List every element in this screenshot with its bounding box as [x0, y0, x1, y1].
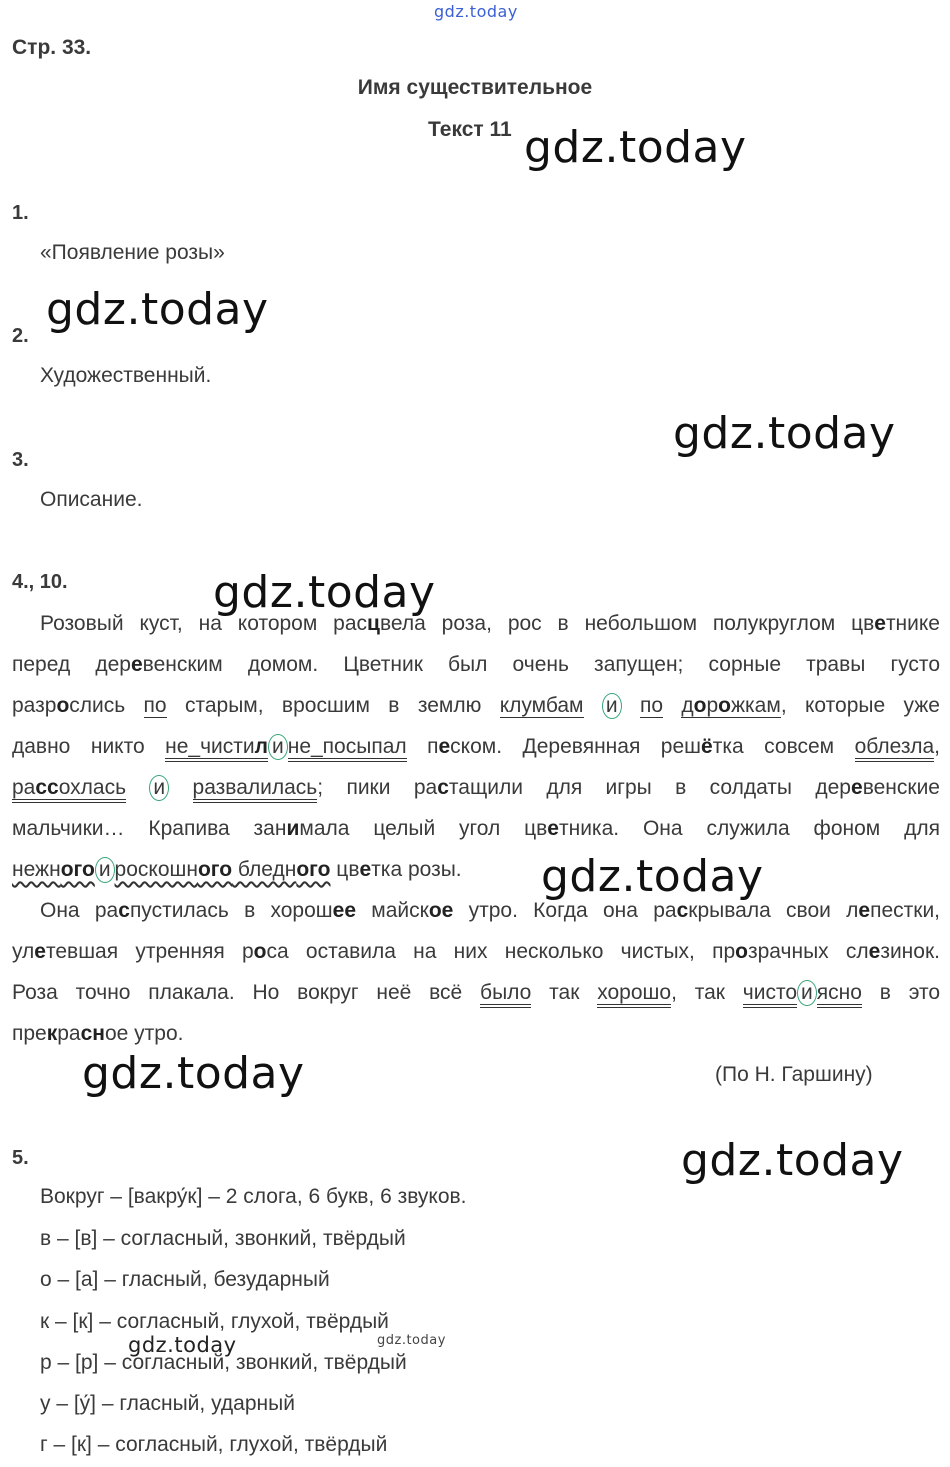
text-passage	[12, 603, 940, 1054]
phonetic-intro: Вокруг – [вакру́к] – 2 слога, 6 букв, 6 звуков.	[40, 1185, 467, 1208]
text-line: давно никто не_чистил и не_посыпал песком. Деревянная решётка совсем облезла,	[12, 726, 940, 767]
text-line: перед деревенским домом. Цветник был очень запущен; сорные травы густо	[12, 653, 940, 676]
watermark-top: gdz.today	[434, 2, 518, 21]
phonetic-row: в – [в] – согласный, звонкий, твёрдый	[40, 1227, 406, 1250]
text-line: рассохлась и развалилась; пики растащили для игры в солдаты деревенские	[12, 767, 940, 808]
conjunction-circle: и	[149, 775, 169, 801]
phonetic-row: к – [к] – согласный, глухой, твёрдый	[40, 1310, 389, 1333]
task-number: 5.	[12, 1147, 29, 1169]
conjunction-circle: и	[602, 693, 622, 719]
conjunction-circle: и	[797, 980, 817, 1006]
watermark: gdz.today	[541, 851, 764, 902]
watermark: gdz.today	[82, 1048, 305, 1099]
conjunction-circle: и	[268, 734, 288, 760]
page-reference: Стр. 33.	[12, 36, 92, 59]
text-number: Текст 11	[428, 118, 512, 141]
phonetic-row: у – [у́] – гласный, ударный	[40, 1392, 295, 1415]
watermark-small: gdz.today	[128, 1333, 237, 1357]
watermark-tiny: gdz.today	[377, 1333, 446, 1348]
text-line: улетевшая утренняя роса оставила на них несколько чистых, прозрачных слезинок.	[12, 940, 940, 963]
phonetic-row: г – [к] – согласный, глухой, твёрдый	[40, 1433, 388, 1456]
text-author: (По Н. Гаршину)	[715, 1063, 873, 1086]
phonetic-row: о – [а] – гласный, безударный	[40, 1268, 330, 1291]
task-number: 1.	[12, 202, 29, 224]
text-line: Она распустилась в хорошее майское утро. Когда она раскрывала свои лепестки,	[40, 899, 941, 922]
text-line: Розовый куст, на котором расцвела роза, рос в небольшом полукруглом цветнике	[40, 612, 940, 635]
page-title: Имя существительное	[357, 76, 593, 99]
watermark: gdz.today	[681, 1135, 904, 1186]
watermark: gdz.today	[213, 567, 436, 618]
text-line: прекрасное утро.	[12, 1022, 184, 1045]
task-number: 3.	[12, 449, 29, 471]
phonetic-row: р – [р] – согласный, звонкий, твёрдый	[40, 1351, 407, 1374]
task-number: 2.	[12, 325, 29, 347]
text-line: Роза точно плакала. Но вокруг неё всё было так хорошо, так чисто и ясно в это	[12, 972, 940, 1013]
task-answer: «Появление розы»	[40, 241, 225, 264]
task-number: 4., 10.	[12, 571, 68, 593]
task-answer: Художественный.	[40, 364, 212, 387]
conjunction-circle: и	[95, 857, 115, 883]
task-answer: Описание.	[40, 488, 143, 511]
text-line: мальчики… Крапива занимала целый угол цветника. Она служила фоном для	[12, 817, 940, 840]
text-line: нежного и роскошного бледного цветка розы.	[12, 858, 462, 881]
text-line: разрослись по старым, вросшим в землю клумбам и по дорожкам, которые уже	[12, 694, 940, 717]
watermark: gdz.today	[524, 122, 747, 173]
watermark: gdz.today	[673, 408, 896, 459]
watermark: gdz.today	[46, 284, 269, 335]
